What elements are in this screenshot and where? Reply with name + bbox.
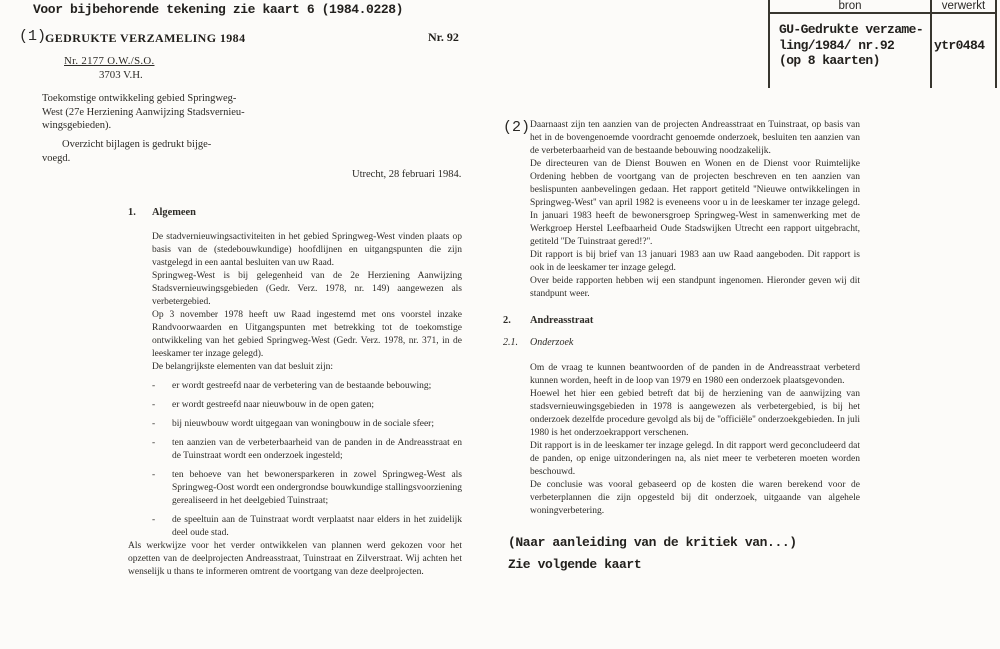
section-2-1-heading bbox=[503, 336, 860, 349]
section-2-1-number: 2.1. bbox=[503, 337, 518, 348]
section-2-heading bbox=[503, 314, 860, 327]
reference-sub-number: 3703 V.H. bbox=[99, 69, 143, 81]
item-marker-2: (2) bbox=[503, 119, 531, 136]
list-item-text: bij nieuwbouw wordt uitgegaan van woningbouw in de sociale sfeer; bbox=[172, 419, 434, 429]
subject-line: Toekomstige ontwikkeling gebied Springweg- bbox=[42, 93, 237, 104]
subject-line: West (27e Herziening Aanwijzing Stadsvernieu- bbox=[42, 106, 245, 118]
section-1-title: Algemeen bbox=[152, 207, 196, 218]
bullet-dash: - bbox=[152, 470, 156, 480]
left-column bbox=[128, 206, 462, 579]
stamp-verwerkt-header: verwerkt bbox=[932, 0, 995, 14]
attachment-note-line: Overzicht bijlagen is gedrukt bijge- bbox=[62, 139, 212, 150]
paragraph: De belangrijkste elementen van dat besluit zijn: bbox=[152, 362, 333, 372]
closing-paragraph: Als werkwijze voor het verder ontwikkelen van plannen werd gekozen voor het opzetten van de deelprojecten Andreasstraat, Tuinstraat en Zilverstraat. Wij achten het wenselijk u thans te informeren omtrent de voortgang van deze deelprojecten. bbox=[128, 541, 462, 577]
paragraph: Over beide rapporten hebben wij een standpunt ingenomen. Hieronder geven wij dit standpunt weer. bbox=[530, 276, 860, 299]
document-number: Nr. 92 bbox=[428, 30, 459, 44]
paragraph: Dit rapport is bij brief van 13 januari 1983 aan uw Raad aangeboden. Dit rapport is ook in de leeskamer ter inzage gelegd. bbox=[530, 250, 860, 273]
stamp-verwerkt-column bbox=[932, 0, 995, 88]
subject-block bbox=[42, 92, 245, 133]
bullet-dash: - bbox=[152, 438, 156, 448]
stamp-verwerkt-value: ytr0484 bbox=[934, 38, 985, 53]
paragraph: Daarnaast zijn ten aanzien van de projecten Andreasstraat en Tuinstraat, op basis van het in de bovengenoemde voordracht genoemde onderzoek, besluiten ten aanzien van de verbeterbaarheid van de bestaande bebouwing noodzakelijk. bbox=[530, 120, 860, 156]
stamp-bron-column bbox=[770, 0, 932, 88]
typed-reference-note: Voor bijbehorende tekening zie kaart 6 (1984.0228) bbox=[33, 2, 404, 17]
list-item bbox=[152, 418, 462, 431]
list-item-text: ten behoeve van het bewonersparkeren in zowel Springweg-West als Springweg-Oost wordt een ondergrondse bouwkundige stallingsvoorziening gerealiseerd in het deelgebied Tuinstraat; bbox=[172, 470, 462, 506]
right-column bbox=[503, 119, 860, 576]
stamp-bron-line: GU-Gedrukte verzame- bbox=[779, 22, 924, 37]
stamp-bron-line: (op 8 kaarten) bbox=[779, 53, 880, 68]
archive-stamp-box bbox=[768, 0, 997, 88]
section-2-1-title: Onderzoek bbox=[530, 337, 574, 348]
section-2-number: 2. bbox=[503, 315, 511, 326]
stamp-bron-header: bron bbox=[770, 0, 930, 14]
list-item bbox=[152, 437, 462, 463]
stamp-bron-line: ling/1984/ nr.92 bbox=[779, 37, 895, 53]
subject-line: wingsgebieden). bbox=[42, 120, 112, 131]
bullet-dash: - bbox=[152, 515, 156, 525]
bullet-dash: - bbox=[152, 419, 156, 429]
paragraph: Springweg-West is bij gelegenheid van de 2e Herziening Aanwijzing Stadsvernieuwingsgebieden (Gedr. Verz. 1978, nr. 149) aangewezen als verbetergebied. bbox=[152, 271, 462, 307]
list-item bbox=[152, 399, 462, 412]
list-item bbox=[152, 514, 462, 540]
typed-bottom-note bbox=[508, 532, 860, 576]
section-1-number: 1. bbox=[128, 207, 136, 218]
paragraph: De stadvernieuwingsactiviteiten in het gebied Springweg-West vinden plaats op basis van de (stedebouwkundige) hoofdlijnen en uitgangspunten die zijn vastgelegd in een aantal besluiten van uw Raad. bbox=[152, 232, 462, 268]
bullet-dash: - bbox=[152, 400, 156, 410]
reference-block bbox=[64, 55, 154, 81]
paragraph: Hoewel het hier een gebied betreft dat bij de herziening van de aanwijzing van stadsvernieuwingsgebieden in 1978 is aangewezen als verbetergebied, is bij het onderzoek dezelfde procedure gevolgd als bij de ''officiële'' onderzoekgebieden. In juli 1980 is het onderzoekrapport verschenen. bbox=[530, 389, 860, 438]
paragraph: Op 3 november 1978 heeft uw Raad ingestemd met ons voorstel inzake Randvoorwaarden en Uitgangspunten met betrekking tot de toekomstige ontwikkeling van het gebied Springweg-West (Gedr. Verz. 1978, nr. 371, in de leeskamer ter inzage gelegd). bbox=[152, 310, 462, 359]
section-2-title: Andreasstraat bbox=[530, 315, 594, 326]
list-item bbox=[152, 469, 462, 508]
dateline: Utrecht, 28 februari 1984. bbox=[352, 169, 462, 180]
paragraph: De conclusie was vooral gebaseerd op de kosten die waren berekend voor de verbeterplannen die zijn opgesteld bij dit onderzoek, uitgaande van algehele woningverbetering. bbox=[530, 480, 860, 516]
typed-bottom-note-line: (Naar aanleiding van de kritiek van...) bbox=[508, 535, 797, 550]
attachment-note-line: voegd. bbox=[42, 152, 71, 164]
list-item-text: de speeltuin aan de Tuinstraat wordt verplaatst naar elders in het zuidelijk deel oude stad. bbox=[172, 515, 462, 538]
stamp-bron-value bbox=[770, 14, 930, 69]
bullet-dash: - bbox=[152, 381, 156, 391]
typed-bottom-note-line: Zie volgende kaart bbox=[508, 557, 642, 572]
document-title: GEDRUKTE VERZAMELING 1984 bbox=[45, 31, 246, 45]
section-1-body bbox=[152, 231, 462, 374]
paragraph: Om de vraag te kunnen beantwoorden of de panden in de Andreasstraat verbeterd kunnen worden, heeft in de loop van 1979 en 1980 een onderzoek plaatsgevonden. bbox=[530, 363, 860, 386]
section-1-heading bbox=[128, 206, 462, 219]
paragraph: Dit rapport is in de leeskamer ter inzage gelegd. In dit rapport werd geconcludeerd dat de panden, op enige uitzonderingen na, als niet meer te verbeteren moeten worden beschouwd. bbox=[530, 441, 860, 477]
list-item bbox=[152, 380, 462, 393]
paragraph: De directeuren van de Dienst Bouwen en Wonen en de Dienst voor Ruimtelijke Ordening hebben de voortgang van de projecten beschreven en ten aanzien van beslispunten aanbevelingen gedaan. Het rapport getiteld ''Nieuwe ontwikkelingen in Springweg-West'' van april 1982 is eveneens voor u in de leeskamer ter inzage gelegd. In januari 1983 heeft de bewonersgroep Springweg-West in samenwerking met de Werkgroep Herstel Leefbaarheid Oude Stadswijken Utrecht een rapport uitgebracht, getiteld ''De Tuinstraat gered!?''. bbox=[530, 159, 860, 247]
attachment-note bbox=[42, 138, 211, 165]
list-item-text: er wordt gestreefd naar nieuwbouw in de open gaten; bbox=[172, 400, 375, 410]
item-marker-1: (1) bbox=[19, 28, 47, 45]
list-item-text: er wordt gestreefd naar de verbetering van de bestaande bebouwing; bbox=[172, 381, 432, 391]
reference-number: Nr. 2177 O.W./S.O. bbox=[64, 55, 155, 67]
list-item-text: ten aanzien van de verbeterbaarheid van de panden in de Andreasstraat en de Tuinstraat wordt een onderzoek ingesteld; bbox=[172, 438, 462, 461]
